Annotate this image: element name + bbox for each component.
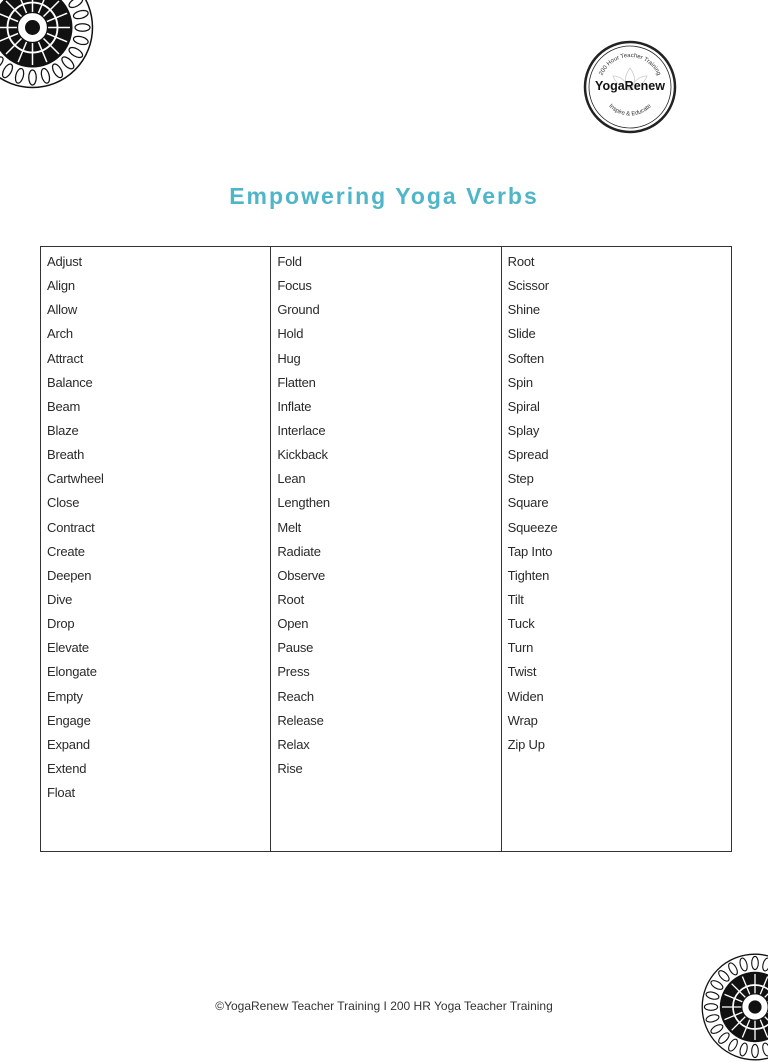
verb-item: Contract <box>47 519 270 543</box>
logo-ring-bottom-text: Inspire & Educate <box>607 103 653 118</box>
verb-item: Elongate <box>47 663 270 687</box>
verb-item: Release <box>277 712 500 736</box>
verb-item: Turn <box>508 639 731 663</box>
page-title: Empowering Yoga Verbs <box>0 183 768 210</box>
verb-item: Spiral <box>508 398 731 422</box>
verb-column-2 <box>271 247 501 851</box>
verb-item: Align <box>47 277 270 301</box>
verb-item: Extend <box>47 760 270 784</box>
verb-item: Lengthen <box>277 494 500 518</box>
verb-item: Focus <box>277 277 500 301</box>
verb-item: Scissor <box>508 277 731 301</box>
verb-item: Root <box>277 591 500 615</box>
verb-column-3 <box>502 247 731 851</box>
verb-item: Blaze <box>47 422 270 446</box>
verb-item: Zip Up <box>508 736 731 760</box>
verb-item: Relax <box>277 736 500 760</box>
footer-text: ©YogaRenew Teacher Training I 200 HR Yoga Teacher Training <box>0 999 768 1013</box>
verb-item: Splay <box>508 422 731 446</box>
verb-item: Radiate <box>277 543 500 567</box>
verb-item: Root <box>508 253 731 277</box>
verb-item: Drop <box>47 615 270 639</box>
verb-item: Melt <box>277 519 500 543</box>
verb-table <box>40 246 732 852</box>
verb-item: Beam <box>47 398 270 422</box>
verb-item: Attract <box>47 350 270 374</box>
verb-item: Soften <box>508 350 731 374</box>
verb-item: Pause <box>277 639 500 663</box>
verb-item: Cartwheel <box>47 470 270 494</box>
verb-item: Twist <box>508 663 731 687</box>
verb-item: Allow <box>47 301 270 325</box>
logo-ring-top-text: 200 Hour Teacher Training <box>599 53 662 77</box>
verb-item: Shine <box>508 301 731 325</box>
verb-item: Widen <box>508 688 731 712</box>
verb-item: Reach <box>277 688 500 712</box>
verb-item: Ground <box>277 301 500 325</box>
verb-item: Balance <box>47 374 270 398</box>
verb-item: Float <box>47 784 270 808</box>
verb-item: Deepen <box>47 567 270 591</box>
verb-item: Rise <box>277 760 500 784</box>
mandala-ornament-icon <box>0 0 95 90</box>
verb-column-1 <box>41 247 271 851</box>
verb-item: Adjust <box>47 253 270 277</box>
verb-item: Slide <box>508 325 731 349</box>
verb-item: Empty <box>47 688 270 712</box>
verb-item: Elevate <box>47 639 270 663</box>
logo-name: YogaRenew <box>583 79 677 93</box>
verb-item: Spread <box>508 446 731 470</box>
verb-item: Create <box>47 543 270 567</box>
verb-item: Interlace <box>277 422 500 446</box>
yogarenew-logo <box>583 38 677 136</box>
verb-item: Expand <box>47 736 270 760</box>
verb-item: Kickback <box>277 446 500 470</box>
verb-item: Wrap <box>508 712 731 736</box>
verb-item: Hug <box>277 350 500 374</box>
verb-item: Tap Into <box>508 543 731 567</box>
verb-item: Fold <box>277 253 500 277</box>
verb-item: Tuck <box>508 615 731 639</box>
verb-item: Tilt <box>508 591 731 615</box>
verb-item: Hold <box>277 325 500 349</box>
verb-item: Engage <box>47 712 270 736</box>
verb-item: Lean <box>277 470 500 494</box>
verb-item: Open <box>277 615 500 639</box>
verb-item: Press <box>277 663 500 687</box>
verb-item: Square <box>508 494 731 518</box>
verb-item: Arch <box>47 325 270 349</box>
verb-item: Flatten <box>277 374 500 398</box>
verb-item: Spin <box>508 374 731 398</box>
verb-item: Inflate <box>277 398 500 422</box>
verb-item: Observe <box>277 567 500 591</box>
verb-item: Step <box>508 470 731 494</box>
verb-item: Tighten <box>508 567 731 591</box>
verb-item: Close <box>47 494 270 518</box>
verb-item: Squeeze <box>508 519 731 543</box>
verb-item: Breath <box>47 446 270 470</box>
verb-item: Dive <box>47 591 270 615</box>
